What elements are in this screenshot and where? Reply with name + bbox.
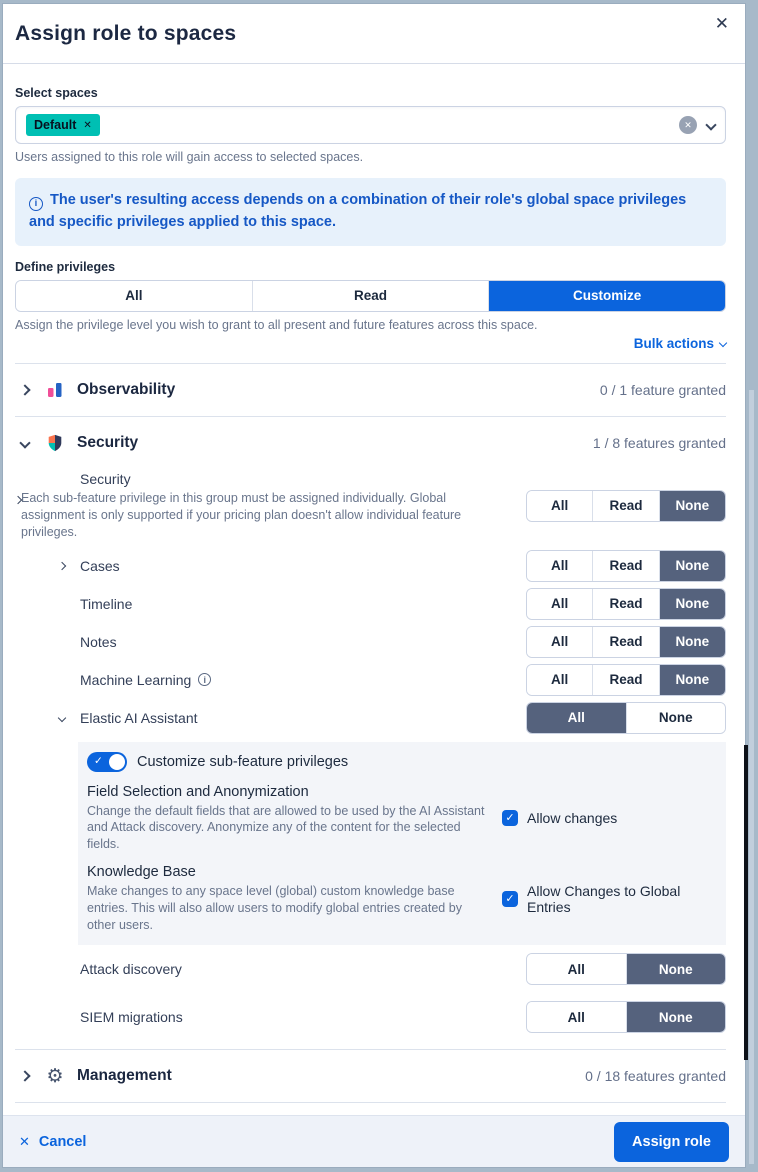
read-button[interactable]: Read bbox=[592, 665, 658, 695]
define-privileges-block bbox=[15, 260, 726, 353]
gear-icon: ⚙ bbox=[46, 1065, 64, 1087]
feature-label: Security bbox=[80, 470, 131, 487]
read-button[interactable]: Read bbox=[592, 551, 658, 581]
flyout-header bbox=[3, 4, 745, 64]
all-button[interactable]: All bbox=[527, 491, 592, 521]
checkbox-checked-icon[interactable]: ✓ bbox=[502, 810, 518, 826]
scrollbar-track[interactable] bbox=[749, 390, 754, 1164]
chevron-down-icon[interactable] bbox=[19, 437, 30, 448]
machine-learning-privilege-group bbox=[526, 664, 726, 696]
toggle-label: Customize sub-feature privileges bbox=[137, 753, 349, 770]
privilege-read-button[interactable]: Read bbox=[252, 281, 489, 311]
none-button[interactable]: None bbox=[626, 954, 726, 984]
privilege-customize-button[interactable]: Customize bbox=[488, 281, 725, 311]
checkbox-checked-icon[interactable]: ✓ bbox=[502, 891, 518, 907]
toggle-knob bbox=[109, 754, 125, 770]
check-icon: ✓ bbox=[94, 754, 103, 767]
privilege-all-button[interactable]: All bbox=[16, 281, 252, 311]
feature-label: Timeline bbox=[80, 595, 133, 612]
all-button[interactable]: All bbox=[527, 954, 626, 984]
badge-remove-icon[interactable]: ✕ bbox=[83, 119, 92, 131]
category-row-management[interactable] bbox=[15, 1050, 726, 1102]
all-button[interactable]: All bbox=[527, 589, 592, 619]
sub-feature-panel bbox=[78, 742, 726, 946]
subfeature-title: Field Selection and Anonymization bbox=[87, 783, 309, 800]
category-label: Observability bbox=[77, 380, 176, 398]
granted-count: 0 / 18 features granted bbox=[585, 1068, 726, 1085]
allow-changes-checkbox-row[interactable] bbox=[502, 810, 617, 826]
cases-privilege-group bbox=[526, 550, 726, 582]
all-button[interactable]: All bbox=[527, 703, 626, 733]
observability-icon bbox=[45, 380, 65, 400]
subfeature-field-selection bbox=[87, 784, 714, 853]
attack-discovery-privilege-group bbox=[526, 953, 726, 985]
read-button[interactable]: Read bbox=[592, 627, 658, 657]
scrollbar-thumb[interactable] bbox=[744, 745, 748, 1060]
subfeature-knowledge-base bbox=[87, 864, 714, 933]
read-button[interactable]: Read bbox=[592, 491, 658, 521]
feature-description: Each sub-feature privilege in this group must be assigned individually. Global assignment is only supported if your pricing plan doesn't allow individual feature privileges. bbox=[21, 490, 462, 539]
info-callout bbox=[15, 178, 726, 246]
none-button[interactable]: None bbox=[659, 665, 725, 695]
feature-row-notes bbox=[15, 623, 726, 661]
chevron-right-icon[interactable] bbox=[19, 1071, 30, 1082]
flyout-body bbox=[3, 64, 745, 1115]
chevron-down-icon bbox=[719, 339, 727, 347]
bulk-actions-link[interactable] bbox=[634, 336, 726, 351]
siem-migrations-privilege-group bbox=[526, 1001, 726, 1033]
feature-label: SIEM migrations bbox=[80, 1009, 183, 1026]
bulk-actions-label: Bulk actions bbox=[633, 335, 714, 351]
select-spaces-helper: Users assigned to this role will gain access to selected spaces. bbox=[15, 150, 364, 164]
feature-label: Notes bbox=[80, 633, 117, 650]
none-button[interactable]: None bbox=[626, 703, 726, 733]
security-icon bbox=[45, 433, 65, 453]
chevron-right-icon[interactable] bbox=[58, 561, 66, 569]
granted-count: 0 / 1 feature granted bbox=[599, 381, 726, 398]
feature-row-machine-learning bbox=[15, 661, 726, 699]
feature-row-attack-discovery bbox=[15, 945, 726, 993]
assign-role-flyout bbox=[2, 3, 746, 1168]
chevron-down-icon[interactable] bbox=[705, 119, 716, 130]
read-button[interactable]: Read bbox=[592, 589, 658, 619]
close-icon: ✕ bbox=[19, 1133, 30, 1149]
select-spaces-label: Select spaces bbox=[15, 86, 98, 100]
subfeature-description: Make changes to any space level (global) custom knowledge base entries. This will also allow users to modify global entries created by other users. bbox=[87, 884, 462, 932]
flyout-footer bbox=[3, 1115, 745, 1167]
chevron-down-icon[interactable] bbox=[58, 713, 66, 721]
customize-subfeatures-toggle-row[interactable] bbox=[87, 752, 714, 772]
none-button[interactable]: None bbox=[659, 491, 725, 521]
none-button[interactable]: None bbox=[659, 627, 725, 657]
divider bbox=[15, 1102, 726, 1103]
timeline-privilege-group bbox=[526, 588, 726, 620]
allow-global-entries-checkbox-row[interactable] bbox=[502, 883, 714, 915]
space-badge-label: Default bbox=[34, 118, 77, 132]
checkbox-label: Allow changes bbox=[527, 809, 618, 826]
space-badge-default[interactable] bbox=[26, 114, 100, 136]
checkbox-label: Allow Changes to Global Entries bbox=[527, 882, 681, 915]
select-spaces-block bbox=[15, 86, 726, 164]
feature-label: Elastic AI Assistant bbox=[80, 709, 198, 726]
info-icon[interactable]: i bbox=[198, 673, 211, 686]
none-button[interactable]: None bbox=[626, 1002, 726, 1032]
granted-count: 1 / 8 features granted bbox=[592, 434, 726, 451]
chevron-right-icon[interactable] bbox=[19, 384, 30, 395]
close-icon[interactable]: ✕ bbox=[711, 11, 733, 36]
elastic-ai-assistant-privilege-group bbox=[526, 702, 726, 734]
feature-label: Cases bbox=[80, 557, 120, 574]
all-button[interactable]: All bbox=[527, 551, 592, 581]
privilege-level-button-group bbox=[15, 280, 726, 312]
feature-row-timeline bbox=[15, 585, 726, 623]
feature-row-siem-migrations bbox=[15, 993, 726, 1041]
feature-row-elastic-ai-assistant bbox=[15, 699, 726, 737]
feature-privilege-table bbox=[15, 363, 726, 1104]
notes-privilege-group bbox=[526, 626, 726, 658]
subfeature-description: Change the default fields that are allowed to be used by the AI Assistant and Attack discovery. Anonymize any of the content for the selected fields. bbox=[87, 803, 485, 851]
page-title: Assign role to spaces bbox=[15, 22, 237, 45]
cancel-button[interactable] bbox=[19, 1134, 86, 1150]
all-button[interactable]: All bbox=[527, 627, 592, 657]
all-button[interactable]: All bbox=[527, 665, 592, 695]
feature-row-security bbox=[15, 471, 726, 547]
spaces-combobox[interactable] bbox=[15, 106, 726, 144]
category-label: Management bbox=[77, 1067, 172, 1085]
info-callout-text: The user's resulting access depends on a combination of their role's global space privileges and specific privileges applied to this space. bbox=[29, 192, 687, 230]
all-button[interactable]: All bbox=[527, 1002, 626, 1032]
category-row-security[interactable] bbox=[15, 417, 726, 469]
define-privileges-label: Define privileges bbox=[15, 259, 116, 274]
none-button[interactable]: None bbox=[659, 589, 725, 619]
subfeature-title: Knowledge Base bbox=[87, 864, 196, 881]
security-privilege-group bbox=[526, 490, 726, 522]
feature-label: Attack discovery bbox=[80, 961, 182, 978]
feature-label: Machine Learning bbox=[80, 671, 192, 688]
none-button[interactable]: None bbox=[659, 551, 725, 581]
category-label: Security bbox=[77, 433, 139, 451]
info-icon: i bbox=[29, 197, 43, 211]
feature-row-cases bbox=[15, 547, 726, 585]
toggle-switch-on[interactable] bbox=[87, 752, 127, 772]
clear-selection-icon[interactable]: ✕ bbox=[679, 116, 697, 134]
define-privileges-helper: Assign the privilege level you wish to grant to all present and future features across this space. bbox=[15, 317, 538, 332]
assign-role-button[interactable]: Assign role bbox=[614, 1122, 729, 1162]
cancel-label: Cancel bbox=[38, 1133, 87, 1150]
category-row-observability[interactable] bbox=[15, 364, 726, 416]
